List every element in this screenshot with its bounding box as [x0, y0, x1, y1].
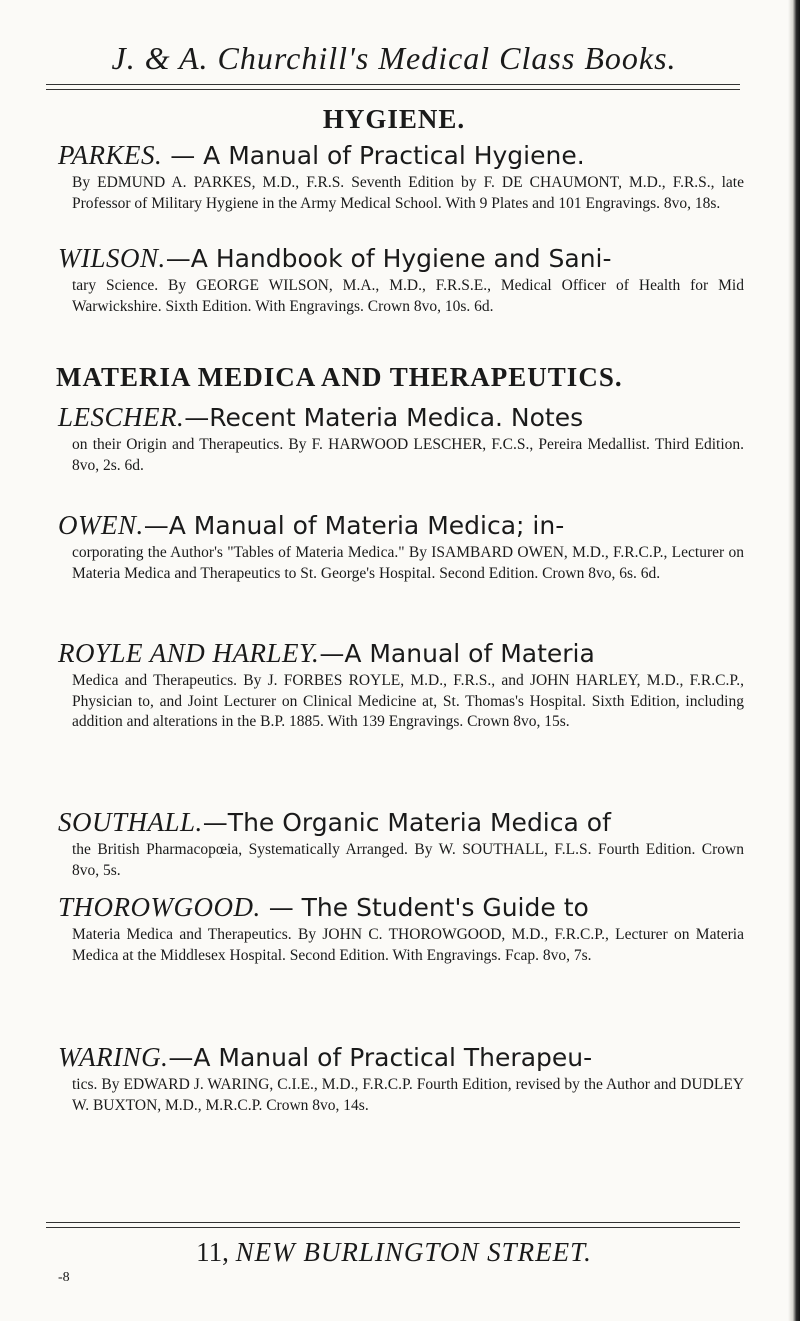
entry-lescher [58, 400, 746, 476]
entry-title: —A Handbook of Hygiene and Sani- [165, 244, 612, 273]
entry-author: PARKES. [58, 140, 163, 170]
running-head: J. & A. Churchill's Medical Class Books. [111, 40, 677, 76]
entry-head [58, 805, 746, 840]
entry-royle-harley [58, 636, 746, 733]
entry-owen [58, 508, 746, 584]
entry-author: THOROWGOOD. [58, 892, 261, 922]
entry-southall [58, 805, 746, 881]
entry-title: — A Manual of Practical Hygiene. [162, 141, 585, 170]
entry-author: SOUTHALL. [58, 807, 203, 837]
entry-author: WILSON. [58, 243, 166, 273]
entry-author: WARING. [58, 1042, 169, 1072]
entry-description: the British Pharmacopœia, Systematically Arranged. By W. SOUTHALL, F.L.S. Fourth Edition. Crown 8vo, 5s. [72, 841, 744, 879]
section-heading-hygiene: HYGIENE. [322, 104, 466, 134]
footer-rule-2 [46, 1227, 740, 1228]
footer-rule-1 [46, 1222, 740, 1223]
street-name: NEW BURLINGTON STREET. [235, 1237, 592, 1267]
entry-author: LESCHER. [58, 402, 185, 432]
entry-description: on their Origin and Therapeutics. By F. HARWOOD LESCHER, F.C.S., Pereira Medallist. Third Edition. 8vo, 2s. 6d. [72, 436, 744, 474]
entry-wilson [58, 241, 746, 317]
entry-waring [58, 1040, 746, 1116]
entry-description: By EDMUND A. PARKES, M.D., F.R.S. Seventh Edition by F. DE CHAUMONT, M.D., F.R.S., late Professor of Military Hygiene in the Army Medical School. With 9 Plates and 101 Engravings. 8vo, 18s. [72, 174, 744, 212]
publisher-address [44, 1237, 744, 1268]
entry-head [58, 1040, 746, 1075]
entry-title: —A Manual of Materia Medica; in- [143, 511, 565, 540]
entry-description: Medica and Therapeutics. By J. FORBES ROYLE, M.D., F.R.S., and JOHN HARLEY, M.D., F.R.C.P., Physician to, and Joint Lecturer on Clinical Medicine at, St. Thomas's Hospital. Sixth Edition, including addition and alterations in the B.P. 1885. With 139 Engravings. Crown 8vo, 15s. [72, 672, 744, 730]
entry-description: corporating the Author's "Tables of Materia Medica." By ISAMBARD OWEN, M.D., F.R.C.P., Lecturer on Materia Medica and Therapeutics to St. George's Hospital. Second Edition. Crown 8vo, 6s. 6d. [72, 544, 744, 582]
entry-author: OWEN. [58, 510, 144, 540]
entry-title: —The Organic Materia Medica of [202, 808, 611, 837]
signature-mark: -8 [58, 1270, 70, 1285]
entry-title: —Recent Materia Medica. Notes [184, 403, 584, 432]
section-heading-materia-medica: MATERIA MEDICA AND THERAPEUTICS. [56, 362, 623, 392]
header-rule-2 [46, 89, 740, 90]
page-edge-shadow [788, 0, 800, 1321]
header-rule-1 [46, 84, 740, 85]
entry-description: tics. By EDWARD J. WARING, C.I.E., M.D., F.R.C.P. Fourth Edition, revised by the Author and DUDLEY W. BUXTON, M.D., M.R.C.P. Crown 8vo, 14s. [72, 1076, 744, 1114]
entry-title: — The Student's Guide to [260, 893, 589, 922]
entry-head [58, 508, 746, 543]
entry-parkes [58, 138, 746, 214]
entry-description: Materia Medica and Therapeutics. By JOHN C. THOROWGOOD, M.D., F.R.C.P., Lecturer on Materia Medica at the Middlesex Hospital. Second Edition. With Engravings. Fcap. 8vo, 7s. [72, 926, 744, 964]
entry-head [58, 890, 746, 925]
entry-head [58, 138, 746, 173]
entry-head [58, 636, 746, 671]
entry-author: ROYLE AND HARLEY. [58, 638, 320, 668]
entry-title: —A Manual of Materia [319, 639, 595, 668]
entry-head [58, 400, 746, 435]
entry-thorowgood [58, 890, 746, 966]
entry-head [58, 241, 746, 276]
street-number: 11, [196, 1237, 229, 1267]
entry-description: tary Science. By GEORGE WILSON, M.A., M.D., F.R.S.E., Medical Officer of Health for Mid Warwickshire. Sixth Edition. With Engravings. Crown 8vo, 10s. 6d. [72, 277, 744, 315]
entry-title: —A Manual of Practical Therapeu- [168, 1043, 593, 1072]
